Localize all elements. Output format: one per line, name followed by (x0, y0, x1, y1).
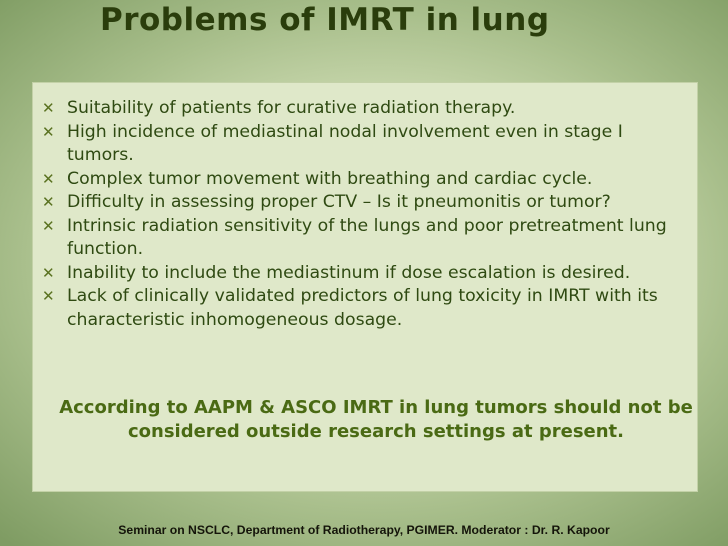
x-mark-icon: ✕ (42, 216, 55, 235)
bullet-text: Lack of clinically validated predictors of lung toxicity in IMRT with its characteristic inhomogeneous dosage. (67, 286, 658, 330)
bullet-item (33, 97, 699, 121)
x-mark-icon: ✕ (42, 169, 55, 188)
slide-title: Problems of IMRT in lung (100, 2, 550, 38)
title-area (0, 0, 728, 82)
bullet-item (33, 191, 699, 215)
bullet-text: Suitability of patients for curative radiation therapy. (67, 98, 516, 118)
bullet-item (33, 262, 699, 286)
x-mark-icon: ✕ (42, 122, 55, 141)
bullet-item (33, 285, 699, 332)
bullet-item (33, 168, 699, 192)
footer-credit: Seminar on NSCLC, Department of Radiotherapy, PGIMER. Moderator : Dr. R. Kapoor (118, 523, 610, 537)
x-mark-icon: ✕ (42, 99, 55, 117)
bullet-list (33, 97, 699, 332)
x-mark-icon: ✕ (42, 287, 55, 305)
bullet-text: Intrinsic radiation sensitivity of the lungs and poor pretreatment lung function. (67, 215, 667, 259)
bullet-text: Inability to include the mediastinum if dose escalation is desired. (67, 262, 631, 283)
bullet-text: High incidence of mediastinal nodal involvement even in stage I tumors. (67, 121, 623, 165)
bullet-item (33, 215, 699, 262)
content-box (32, 82, 698, 492)
x-mark-icon: ✕ (42, 263, 55, 282)
x-mark-icon: ✕ (42, 193, 55, 211)
bullet-item (33, 121, 699, 168)
bullet-text: Difficulty in assessing proper CTV – Is it pneumonitis or tumor? (67, 192, 611, 212)
bullet-text: Complex tumor movement with breathing and cardiac cycle. (67, 168, 593, 189)
conclusion-statement: According to AAPM & ASCO IMRT in lung tumors should not be considered outside research settings at present. (59, 397, 693, 442)
